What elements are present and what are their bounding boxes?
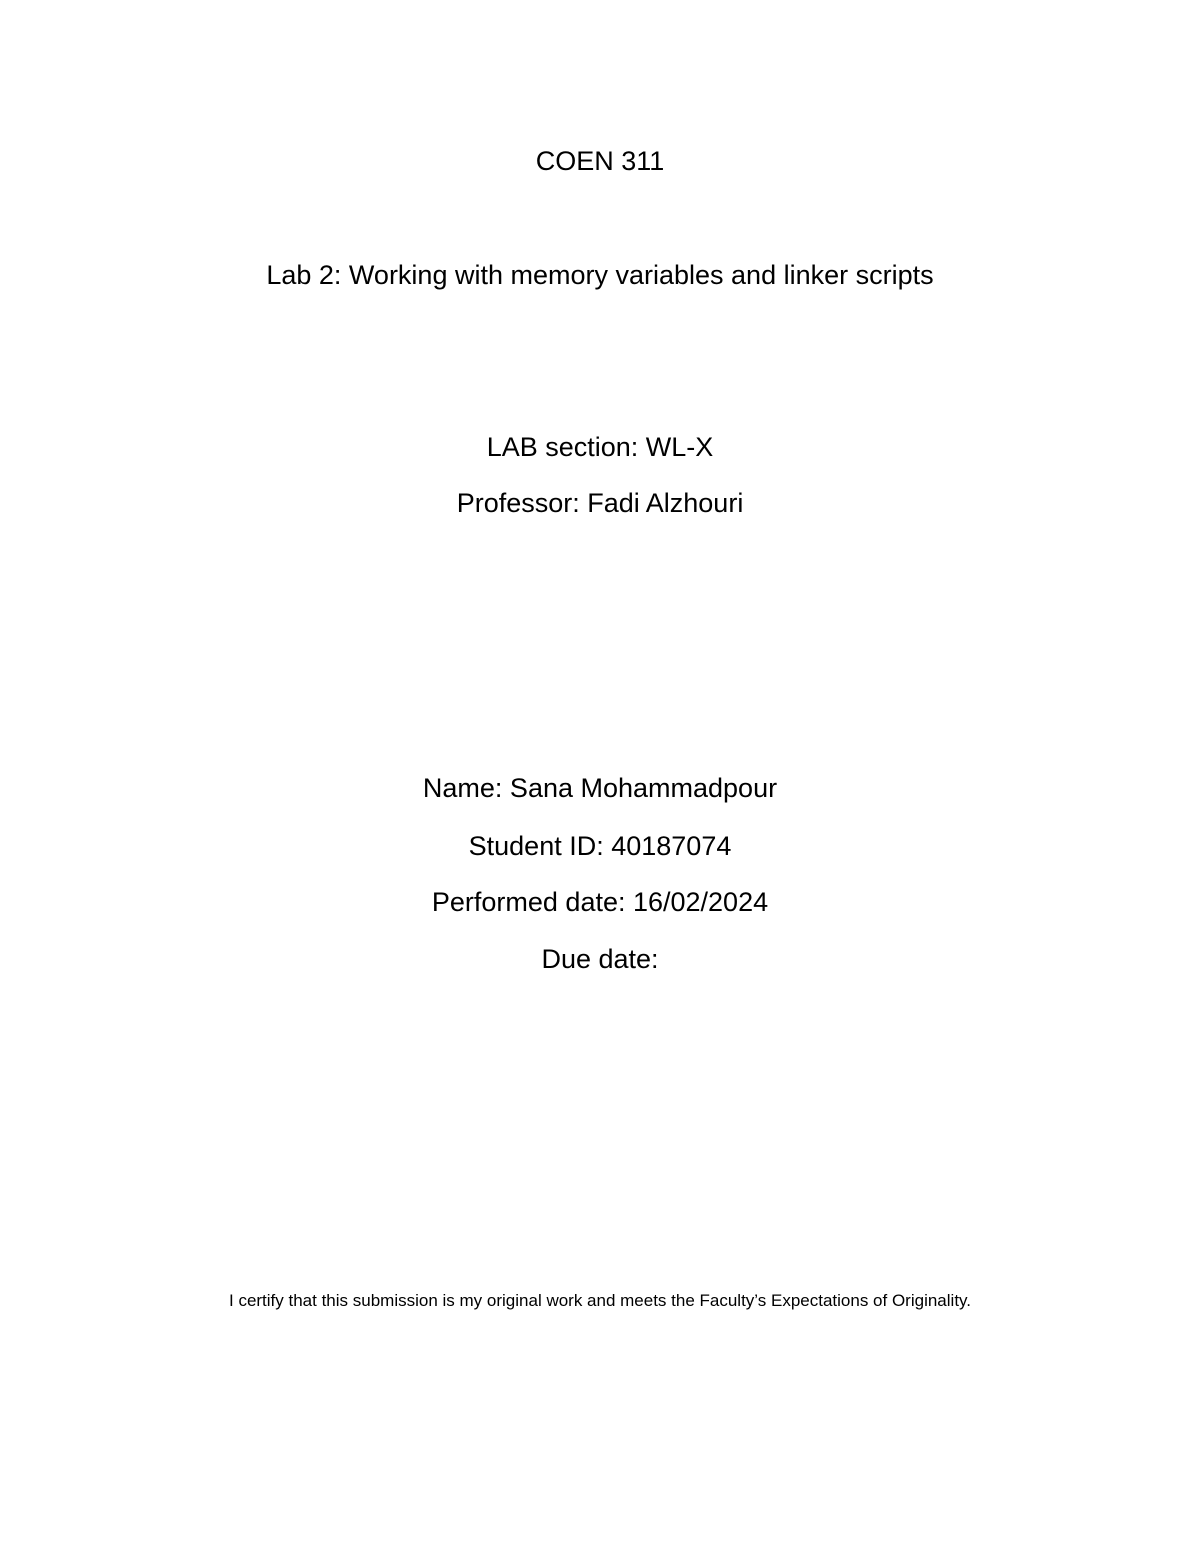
performed-date: Performed date: 16/02/2024 (431, 887, 769, 917)
originality-statement: I certify that this submission is my original work and meets the Faculty’s Expectations of Originality. (229, 1291, 971, 1310)
professor: Professor: Fadi Alzhouri (456, 488, 744, 518)
due-date: Due date: (541, 944, 659, 974)
course-code: COEN 311 (535, 146, 665, 176)
lab-title: Lab 2: Working with memory variables and linker scripts (266, 260, 934, 290)
student-id: Student ID: 40187074 (468, 831, 732, 861)
student-name: Name: Sana Mohammadpour (422, 773, 778, 803)
lab-section: LAB section: WL-X (486, 432, 714, 462)
